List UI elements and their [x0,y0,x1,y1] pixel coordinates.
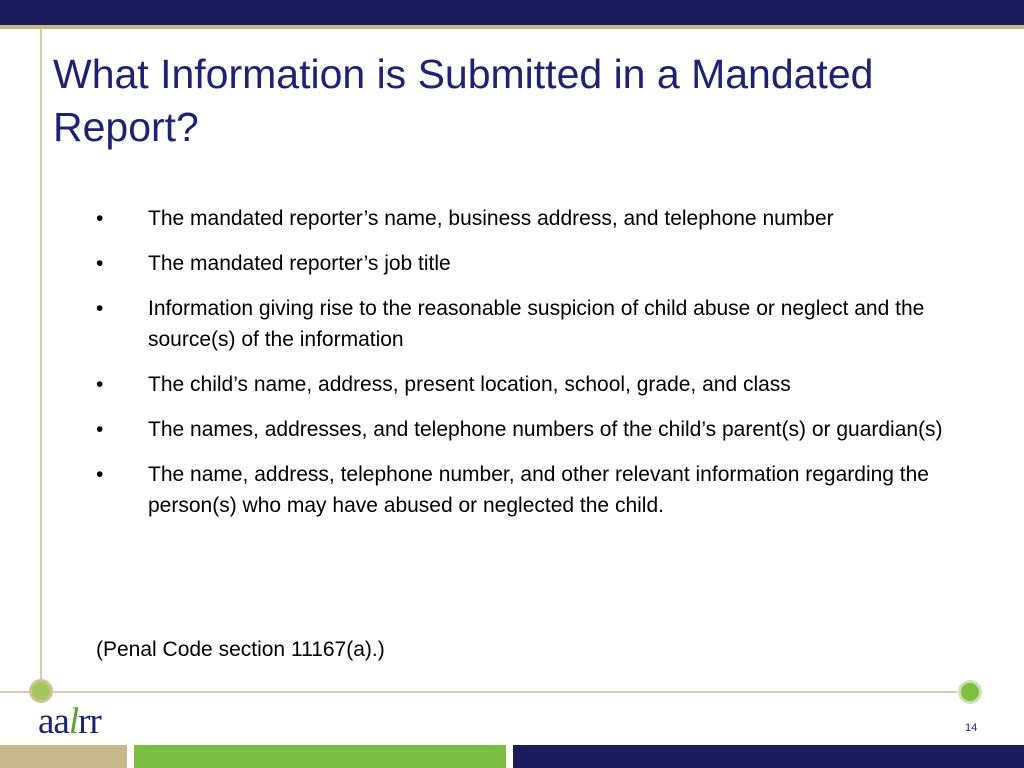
citation-text: (Penal Code section 11167(a).) [96,638,385,661]
footer-band [0,745,1024,768]
bullet-list [96,203,946,535]
bullet-icon: • [96,297,104,320]
bullet-text: Information giving rise to the reasonable suspicion of child abuse or neglect and the source(s) of the information [148,297,925,351]
bullet-text: The name, address, telephone number, and other relevant information regarding the person(s) who may have abused or neglected the child. [148,463,929,517]
slide-title: What Information is Submitted in a Mandated Report? [53,51,874,150]
bullet-item [96,414,946,445]
footer-bar-green [134,745,506,768]
bullet-icon: • [96,252,104,275]
bullet-item [96,459,946,521]
footer-divider [52,691,957,693]
bullet-icon: • [96,373,104,396]
footer-divider-left [0,691,30,693]
footer-bar-navy [513,745,1024,768]
top-accent-rule [0,25,1024,29]
bullet-text: The mandated reporter’s job title [148,252,451,275]
bullet-item [96,203,946,234]
logo-part-l: l [68,701,79,742]
bullet-icon: • [96,463,104,486]
bullet-item [96,369,946,400]
circle-ornament-right-icon [958,680,982,704]
bullet-text: The mandated reporter’s name, business address, and telephone number [148,207,834,230]
logo-part-aa: aa [38,701,69,742]
bullet-text: The names, addresses, and telephone numbers of the child’s parent(s) or guardian(s) [148,418,943,441]
bullet-text: The child’s name, address, present location, school, grade, and class [148,373,791,396]
top-header-band [0,0,1024,25]
bullet-icon: • [96,207,104,230]
footer-bar-tan [0,745,127,768]
bullet-icon: • [96,418,104,441]
left-vertical-rule [40,29,42,679]
aalrr-logo [38,700,101,744]
logo-part-rr: rr [78,701,101,742]
bullet-item [96,293,946,355]
page-number: 14 [965,722,978,734]
bullet-item [96,248,946,279]
